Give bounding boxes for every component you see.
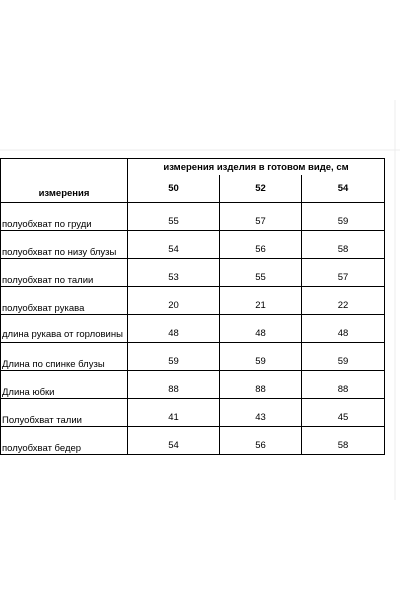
size-52: 52 [220, 175, 302, 203]
cell-value: 58 [302, 427, 385, 455]
cell-value: 48 [302, 315, 385, 343]
table-row [1, 259, 385, 287]
row-label: полуобхват по низу блузы [1, 231, 128, 259]
cell-value: 41 [128, 399, 220, 427]
cell-value: 20 [128, 287, 220, 315]
table-title: измерения изделия в готовом виде, см [128, 159, 385, 176]
cell-value: 88 [302, 371, 385, 399]
cell-value: 45 [302, 399, 385, 427]
cell-value: 88 [128, 371, 220, 399]
cell-value: 53 [128, 259, 220, 287]
cell-value: 54 [128, 427, 220, 455]
cell-value: 59 [220, 343, 302, 371]
size-50: 50 [128, 175, 220, 203]
cell-value: 48 [128, 315, 220, 343]
table-row [1, 427, 385, 455]
row-label: длина рукава от горловины [1, 315, 128, 343]
table-row [1, 231, 385, 259]
cell-value: 58 [302, 231, 385, 259]
cell-value: 22 [302, 287, 385, 315]
row-label: полуобхват по талии [1, 259, 128, 287]
table-row [1, 203, 385, 231]
cell-value: 56 [220, 427, 302, 455]
cell-value: 57 [220, 203, 302, 231]
cell-value: 59 [302, 343, 385, 371]
cell-value: 21 [220, 287, 302, 315]
cell-value: 88 [220, 371, 302, 399]
size-54: 54 [302, 175, 385, 203]
size-chart-sheet [0, 158, 384, 455]
cell-value: 59 [302, 203, 385, 231]
cell-value: 57 [302, 259, 385, 287]
row-label: Полуобхват талии [1, 399, 128, 427]
table-row [1, 287, 385, 315]
row-label: полуобхват рукава [1, 287, 128, 315]
cell-value: 43 [220, 399, 302, 427]
table-row [1, 315, 385, 343]
table-row [1, 399, 385, 427]
row-label: Длина юбки [1, 371, 128, 399]
row-label: Длина по спинке блузы [1, 343, 128, 371]
cell-value: 59 [128, 343, 220, 371]
cell-value: 48 [220, 315, 302, 343]
cell-value: 56 [220, 231, 302, 259]
table-row [1, 343, 385, 371]
cell-value: 55 [128, 203, 220, 231]
cell-value: 55 [220, 259, 302, 287]
row-header-cell: измерения [1, 159, 128, 203]
table-row [1, 371, 385, 399]
row-label: полуобхват по груди [1, 203, 128, 231]
size-chart-table [0, 158, 385, 455]
row-label: полуобхват бедер [1, 427, 128, 455]
cell-value: 54 [128, 231, 220, 259]
